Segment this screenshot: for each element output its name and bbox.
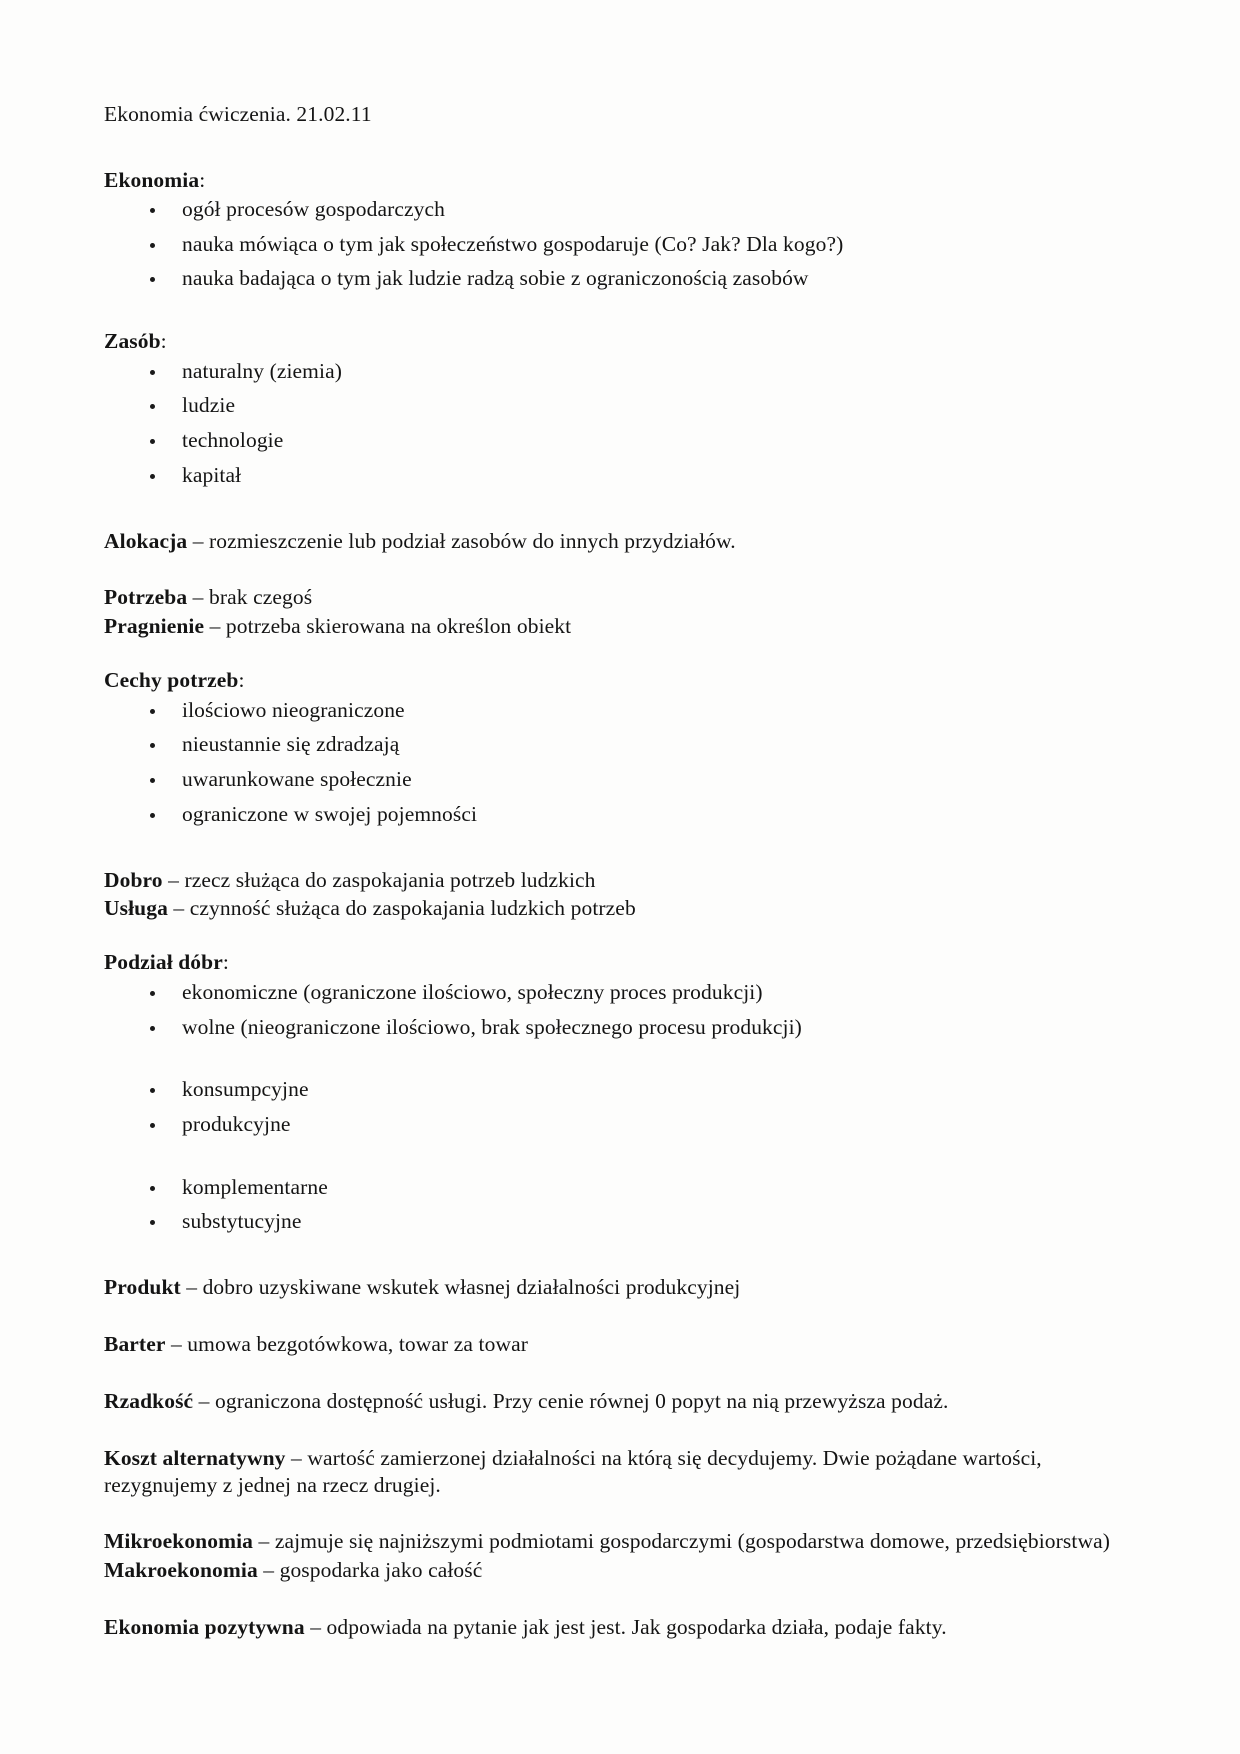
definition-barter: [104, 1331, 1114, 1358]
heading-colon: :: [222, 950, 229, 975]
spacer: [104, 1049, 1120, 1071]
document-body: [104, 104, 1120, 1641]
list-item: wolne (nieograniczone ilościowo, brak społecznego procesu produkcji): [104, 1015, 1120, 1040]
definition-term: Pragnienie: [104, 614, 205, 639]
heading-colon: :: [160, 329, 167, 354]
definition-ekonomia-pozytywna: [104, 1614, 1114, 1641]
spacer: [104, 640, 1120, 670]
definition-term: Rzadkość: [104, 1388, 194, 1413]
section-heading-ekonomia: [104, 167, 1120, 192]
spacer: [104, 922, 1120, 952]
definition-makroekonomia: [104, 1557, 1114, 1584]
list-item: naturalny (ziemia): [104, 359, 1120, 384]
definition-text: – zajmuje się najniższymi podmiotami gospodarczymi (gospodarstwa domowe, przedsiębiorstwa): [253, 1529, 1110, 1554]
list-item: ludzie: [104, 393, 1120, 418]
definition-term: Alokacja: [104, 528, 188, 553]
heading-term: Cechy potrzeb: [104, 668, 239, 693]
definition-text: – potrzeba skierowana na określon obiekt: [204, 614, 572, 639]
definition-text: – dobro uzyskiwane wskutek własnej działalności produkcyjnej: [180, 1275, 741, 1300]
spacer: [104, 1498, 1120, 1528]
list-item: ekonomiczne (ograniczone ilościowo, społeczny proces produkcji): [104, 980, 1120, 1005]
heading-colon: :: [199, 167, 206, 192]
list-item: nauka mówiąca o tym jak społeczeństwo gospodaruje (Co? Jak? Dla kogo?): [104, 232, 1120, 257]
definition-koszt-alternatywny: [104, 1445, 1114, 1499]
list-zasob: [104, 359, 1120, 488]
section-ekonomia: [104, 167, 1120, 292]
heading-term: Podział dóbr: [104, 950, 223, 975]
definition-text: – rzecz służąca do zaspokajania potrzeb ludzkich: [162, 867, 596, 892]
list-item: kapitał: [104, 463, 1120, 488]
list-item: konsumpcyjne: [104, 1077, 1120, 1102]
spacer: [104, 1584, 1120, 1614]
list-item: komplementarne: [104, 1175, 1120, 1200]
spacer: [104, 498, 1120, 528]
definition-text: – czynność służąca do zaspokajania ludzkich potrzeb: [167, 896, 636, 921]
definition-potrzeba: [104, 584, 1114, 611]
section-podzial-dobr: [104, 952, 1120, 1234]
spacer: [104, 1415, 1120, 1445]
heading-colon: :: [238, 668, 245, 693]
definition-term: Makroekonomia: [104, 1558, 258, 1583]
spacer: [104, 301, 1120, 331]
list-ekonomia: [104, 197, 1120, 291]
section-zasob: [104, 331, 1120, 487]
definition-text: – ograniczona dostępność usługi. Przy cenie równej 0 popyt na nią przewyższa podaż.: [193, 1388, 949, 1413]
definition-text: – rozmieszczenie lub podział zasobów do innych przydziałów.: [187, 528, 736, 553]
definition-text: – wartość zamierzonej działalności na którą się decydujemy. Dwie pożądane wartości, rezygnujemy z jednej na rzecz drugiej.: [104, 1445, 1042, 1497]
definition-dobro: [104, 867, 1114, 894]
definition-rzadkosc: [104, 1388, 1114, 1415]
definition-text: – umowa bezgotówkowa, towar za towar: [165, 1331, 528, 1356]
definition-text: – gospodarka jako całość: [257, 1558, 483, 1583]
spacer: [104, 1147, 1120, 1169]
document-header-line: Ekonomia ćwiczenia. 21.02.11: [104, 102, 372, 126]
definition-pragnienie: [104, 613, 1114, 640]
spacer: [104, 554, 1120, 584]
list-item: substytucyjne: [104, 1209, 1120, 1234]
definition-term: Koszt alternatywny: [104, 1445, 286, 1470]
definition-mikroekonomia: [104, 1528, 1114, 1555]
list-item: ilościowo nieograniczone: [104, 698, 1120, 723]
list-item: uwarunkowane społecznie: [104, 767, 1120, 792]
definition-term: Barter: [104, 1331, 166, 1356]
definition-term: Usługa: [104, 896, 168, 921]
definition-term: Dobro: [104, 867, 163, 892]
list-podzial-dobr-group-two: [104, 1077, 1120, 1136]
list-podzial-dobr-group-one: [104, 980, 1120, 1039]
list-item: ograniczone w swojej pojemności: [104, 802, 1120, 827]
definition-text: – odpowiada na pytanie jak jest jest. Jak gospodarka działa, podaje fakty.: [304, 1615, 947, 1640]
definition-term: Potrzeba: [104, 585, 188, 610]
list-item: ogół procesów gospodarczych: [104, 197, 1120, 222]
section-heading-cechy-potrzeb: [104, 670, 1120, 692]
spacer: [104, 837, 1120, 867]
definition-term: Ekonomia pozytywna: [104, 1615, 305, 1640]
definition-term: Produkt: [104, 1275, 181, 1300]
definition-alokacja: [104, 528, 1114, 555]
definition-term: Mikroekonomia: [104, 1529, 254, 1554]
list-item: produkcyjne: [104, 1112, 1120, 1137]
definition-text: – brak czegoś: [187, 585, 313, 610]
heading-term: Ekonomia: [104, 167, 200, 192]
spacer: [104, 1358, 1120, 1388]
section-heading-zasob: [104, 331, 1120, 353]
section-heading-podzial-dobr: [104, 952, 1120, 974]
list-item: nauka badająca o tym jak ludzie radzą sobie z ograniczonością zasobów: [104, 266, 1120, 291]
list-podzial-dobr-group-three: [104, 1175, 1120, 1234]
list-item: technologie: [104, 428, 1120, 453]
spacer: [104, 1301, 1120, 1331]
section-cechy-potrzeb: [104, 670, 1120, 826]
definition-usluga: [104, 895, 1114, 922]
heading-term: Zasób: [104, 329, 161, 354]
list-item: nieustannie się zdradzają: [104, 732, 1120, 757]
spacer: [104, 1244, 1120, 1274]
list-cechy-potrzeb: [104, 698, 1120, 827]
definition-produkt: [104, 1274, 1114, 1301]
